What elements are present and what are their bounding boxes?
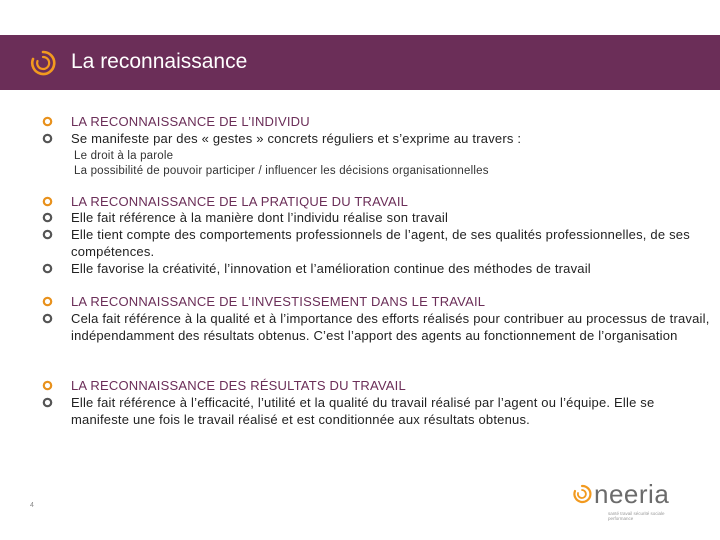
circle-bullet-icon xyxy=(42,133,53,144)
circle-bullet-icon xyxy=(42,212,53,223)
brand-name: neeria xyxy=(594,479,670,509)
circle-bullet-icon xyxy=(42,263,53,274)
section-text-investissement: Cela fait référence à la qualité et à l’importance des efforts réalisés pour contribuer au processus de travail, indépendamment des résultats obtenus. C’est l’apport des agents au fonctionnement de l’organisation xyxy=(71,311,710,343)
sub-item: La possibilité de pouvoir participer / influencer les décisions organisationnelles xyxy=(74,165,489,177)
circle-bullet-icon xyxy=(42,116,53,127)
sub-item: Le droit à la parole xyxy=(74,150,174,162)
section-heading-resultats: LA RECONNAISSANCE DES RÉSULTATS DU TRAVAIL xyxy=(71,378,406,393)
brand-logo xyxy=(572,479,692,524)
list-item: Elle tient compte des comportements professionnels de l’agent, de ses qualités professionnelles, de ses compétences. xyxy=(71,227,690,259)
brand-tagline: santé travail sécurité sociale performance xyxy=(608,511,665,521)
brand-spiral-icon xyxy=(572,484,592,504)
circle-bullet-icon xyxy=(42,196,53,207)
list-item: Elle favorise la créativité, l’innovation et l’amélioration continue des méthodes de travail xyxy=(71,261,591,276)
circle-bullet-icon xyxy=(42,397,53,408)
section-text-individu: Se manifeste par des « gestes » concrets réguliers et s’exprime au travers : xyxy=(71,131,522,146)
slide-title: La reconnaissance xyxy=(71,50,248,73)
page-number: 4 xyxy=(30,502,34,509)
list-item: Elle fait référence à la manière dont l’individu réalise son travail xyxy=(71,210,449,225)
circle-bullet-icon xyxy=(42,380,53,391)
circle-bullet-icon xyxy=(42,229,53,240)
section-heading-pratique: LA RECONNAISSANCE DE LA PRATIQUE DU TRAVAIL xyxy=(71,194,409,209)
section-heading-individu: LA RECONNAISSANCE DE L’INDIVIDU xyxy=(71,114,310,129)
spiral-logo-icon xyxy=(30,50,56,76)
circle-bullet-icon xyxy=(42,313,53,324)
title-bar xyxy=(0,35,720,90)
section-text-resultats: Elle fait référence à l’efficacité, l’utilité et la qualité du travail réalisé par l’agent ou l’équipe. Elle se manifeste une fois le travail réalisé et est conditionnée aux résultats obtenus. xyxy=(71,395,655,427)
circle-bullet-icon xyxy=(42,296,53,307)
section-heading-investissement: LA RECONNAISSANCE DE L’INVESTISSEMENT DANS LE TRAVAIL xyxy=(71,294,486,309)
